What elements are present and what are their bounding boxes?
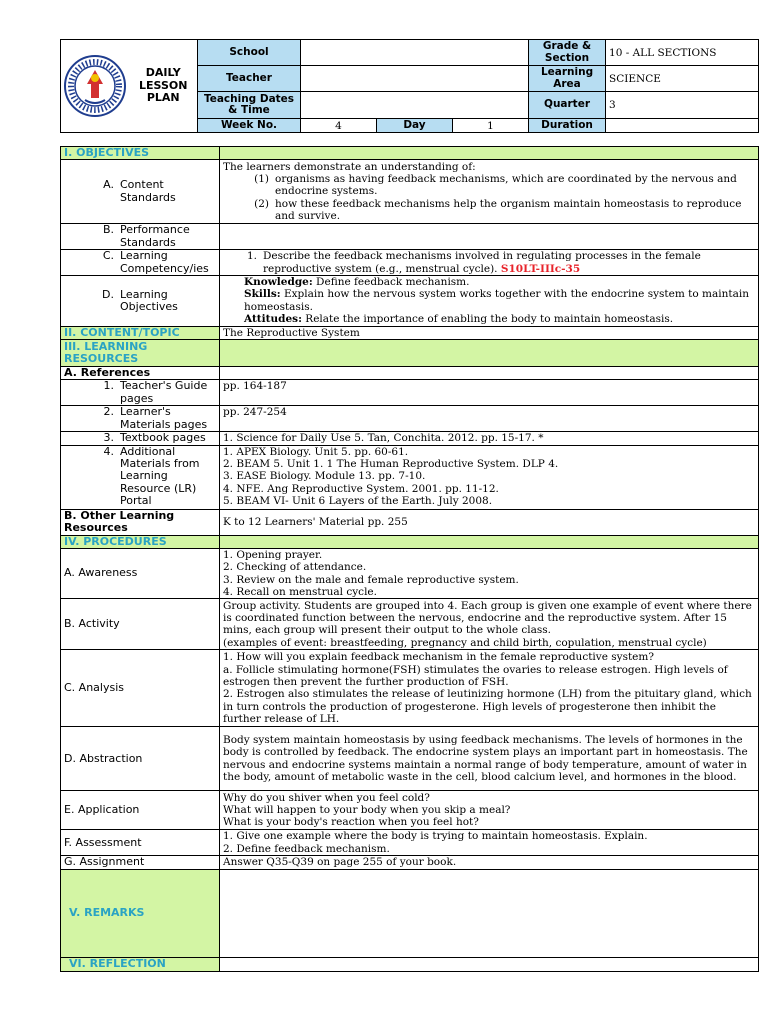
textbook-label: 3. Textbook pages <box>61 432 220 445</box>
header-table <box>60 39 759 133</box>
dlp-title: DAILY LESSON PLAN <box>130 40 198 133</box>
awareness-label: A. Awareness <box>61 548 220 599</box>
dates-label: Teaching Dates & Time <box>198 92 301 119</box>
performance-standards-field[interactable] <box>220 224 759 250</box>
awareness-cell: 1. Opening prayer. 2. Checking of attendance. 3. Review on the male and female reproductive system. 4. Recall on menstrual cycle. <box>220 548 759 599</box>
content-value: The Reproductive System <box>220 326 759 339</box>
additional-values: 1. APEX Biology. Unit 5. pp. 60-61. 2. BEAM 5. Unit 1. 1 The Human Reproductive System. DLP 4. 3. EASE Biology. Module 13. pp. 7-10. 4. NFE. Ang Reproductive System. 2001. pp. 11-12. 5. BEAM VI- Unit 6 Layers of the Earth. July 2008. <box>220 445 759 509</box>
procedures-heading-fill <box>220 535 759 548</box>
teacher-field[interactable] <box>301 66 529 92</box>
remarks-field[interactable] <box>220 869 759 957</box>
learning-objectives-label: D. Learning Objectives <box>61 276 220 327</box>
deped-seal <box>61 40 130 133</box>
application-cell: Why do you shiver when you feel cold? What will happen to your body when you skip a meal? What is your body's reaction when you feel hot? <box>220 791 759 830</box>
activity-label: B. Activity <box>61 599 220 650</box>
content-heading: II. CONTENT/TOPIC <box>61 326 220 339</box>
lm-label: 2. Learner's Materials pages <box>61 406 220 432</box>
teacher-label: Teacher <box>198 66 301 92</box>
lesson-plan-table <box>60 146 759 972</box>
deped-seal-icon <box>63 54 127 118</box>
assignment-value: Answer Q35-Q39 on page 255 of your book. <box>220 856 759 869</box>
area-value: SCIENCE <box>606 66 759 92</box>
tg-label: 1. Teacher's Guide pages <box>61 380 220 406</box>
objectives-heading: I. OBJECTIVES <box>61 147 220 160</box>
area-label: Learning Area <box>529 66 606 92</box>
competency-cell: 1. Describe the feedback mechanisms involved in regulating processes in the female reproductive system (e.g., menstrual cycle). S10LT-IIIc-35 <box>220 250 759 276</box>
performance-standards-label: B. Performance Standards <box>61 224 220 250</box>
grade-label: Grade & Section <box>529 40 606 66</box>
day-label: Day <box>377 119 453 133</box>
dates-field[interactable] <box>301 92 529 119</box>
activity-cell: Group activity. Students are grouped into 4. Each group is given one example of event where there is coordinated function between the nervous, endocrine and the reproductive system. After 15 mins, each group will present their output to the whole class. (examples of event: breastfeeding, pregnancy and child birth, copulation, menstrual cycle) <box>220 599 759 650</box>
analysis-cell: 1. How will you explain feedback mechanism in the female reproductive system? a. Follicle stimulating hormone(FSH) stimulates the ovaries to release estrogen. High levels of estrogen then prevent the further production of FSH. 2. Estrogen also stimulates the release of leutinizing hormone (LH) from the pituitary gland, which in turn controls the production of progesterone. High levels of progesterone then inhibit the further release of LH. <box>220 650 759 727</box>
competency-label: C. Learning Competency/ies <box>61 250 220 276</box>
procedures-heading: IV. PROCEDURES <box>61 535 220 548</box>
lm-value: pp. 247-254 <box>220 406 759 432</box>
school-field[interactable] <box>301 40 529 66</box>
content-standards-label: A. Content Standards <box>61 160 220 224</box>
quarter-label: Quarter <box>529 92 606 119</box>
analysis-label: C. Analysis <box>61 650 220 727</box>
assignment-label: G. Assignment <box>61 856 220 869</box>
abstraction-label: D. Abstraction <box>61 727 220 791</box>
quarter-value: 3 <box>606 92 759 119</box>
application-label: E. Application <box>61 791 220 830</box>
textbook-value: 1. Science for Daily Use 5. Tan, Conchita. 2012. pp. 15-17. * <box>220 432 759 445</box>
other-resources-value: K to 12 Learners' Material pp. 255 <box>220 509 759 535</box>
day-value: 1 <box>453 119 529 133</box>
resources-heading-fill <box>220 339 759 366</box>
content-standards-cell: The learners demonstrate an understanding of: (1) organisms as having feedback mechanisms, which are coordinated by the nervous and endocrine systems. (2) how these feedback mechanisms help the organism maintain homeostasis to reproduce and survive. <box>220 160 759 224</box>
grade-value: 10 - ALL SECTIONS <box>606 40 759 66</box>
assessment-cell: 1. Give one example where the body is trying to maintain homeostasis. Explain. 2. Define feedback mechanism. <box>220 830 759 856</box>
assessment-label: F. Assessment <box>61 830 220 856</box>
tg-value: pp. 164-187 <box>220 380 759 406</box>
other-resources-label: B. Other Learning Resources <box>61 509 220 535</box>
resources-heading: III. LEARNING RESOURCES <box>61 339 220 366</box>
references-label: A. References <box>61 366 220 379</box>
school-label: School <box>198 40 301 66</box>
additional-label: 4. Additional Materials from Learning Resource (LR) Portal <box>61 445 220 509</box>
learning-objectives-cell: Knowledge: Define feedback mechanism. Skills: Explain how the nervous system works together with the endocrine system to maintain homeostasis. Attitudes: Relate the importance of enabling the body to maintain homeostasis. <box>220 276 759 327</box>
references-fill <box>220 366 759 379</box>
week-value: 4 <box>301 119 377 133</box>
week-label: Week No. <box>198 119 301 133</box>
competency-code: S10LT-IIIc-35 <box>500 262 581 275</box>
duration-label: Duration <box>529 119 606 133</box>
objectives-heading-fill <box>220 147 759 160</box>
duration-field[interactable] <box>606 119 759 133</box>
remarks-heading: V. REMARKS <box>61 869 220 957</box>
reflection-heading: VI. REFLECTION <box>61 957 220 971</box>
abstraction-cell: Body system maintain homeostasis by using feedback mechanisms. The levels of hormones in the body is controlled by feedback. The endocrine system plays an important part in homeostasis. The nervous and endocrine systems maintain a normal range of body temperature, amount of water in the body, amount of metabolic waste in the cell, blood calcium level, and hormones in the blood. <box>220 727 759 791</box>
reflection-field[interactable] <box>220 957 759 971</box>
